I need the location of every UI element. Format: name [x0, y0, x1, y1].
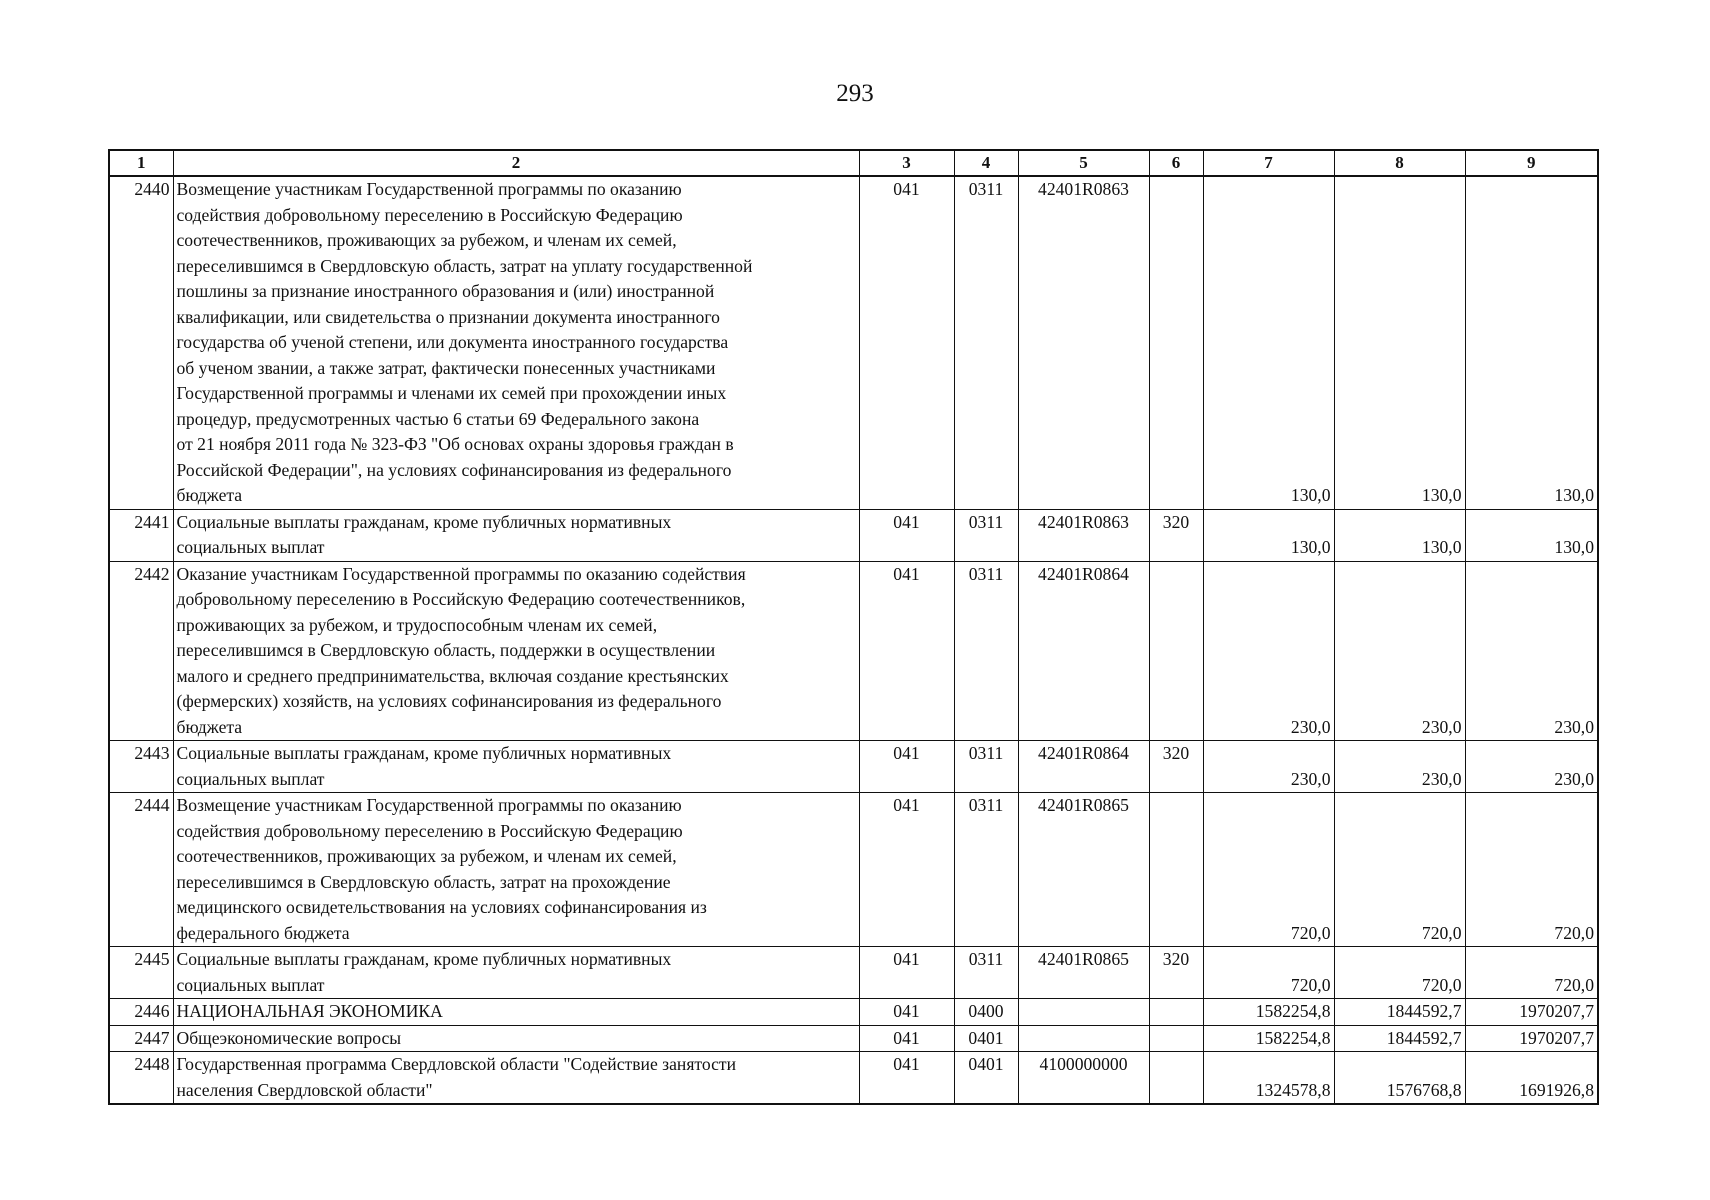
row-number: 2448 — [109, 1052, 173, 1105]
row-amount-7: 230,0 — [1203, 741, 1334, 793]
row-code-5: 42401R0865 — [1018, 793, 1149, 947]
row-code-4: 0401 — [954, 1025, 1018, 1052]
row-code-5: 42401R0863 — [1018, 176, 1149, 509]
row-number: 2446 — [109, 999, 173, 1026]
row-code-3: 041 — [859, 1052, 954, 1105]
row-amount-8: 1844592,7 — [1334, 999, 1465, 1026]
header-col-3: 3 — [859, 150, 954, 176]
row-number: 2443 — [109, 741, 173, 793]
table-row — [109, 741, 1598, 793]
row-code-5: 4100000000 — [1018, 1052, 1149, 1105]
row-amount-9: 720,0 — [1465, 793, 1598, 947]
row-code-6 — [1149, 793, 1203, 947]
row-code-5: 42401R0863 — [1018, 509, 1149, 561]
row-amount-9: 230,0 — [1465, 741, 1598, 793]
header-col-1: 1 — [109, 150, 173, 176]
row-code-3: 041 — [859, 561, 954, 741]
row-name: Социальные выплаты гражданам, кроме публичных нормативных социальных выплат — [173, 741, 859, 793]
row-amount-9: 720,0 — [1465, 947, 1598, 999]
row-number: 2441 — [109, 509, 173, 561]
row-code-6 — [1149, 999, 1203, 1026]
row-code-3: 041 — [859, 741, 954, 793]
row-number: 2442 — [109, 561, 173, 741]
row-amount-7: 1582254,8 — [1203, 1025, 1334, 1052]
row-amount-7: 720,0 — [1203, 947, 1334, 999]
row-amount-8: 720,0 — [1334, 793, 1465, 947]
row-amount-7: 130,0 — [1203, 509, 1334, 561]
row-code-6: 320 — [1149, 947, 1203, 999]
row-code-4: 0311 — [954, 509, 1018, 561]
row-name: Возмещение участникам Государственной программы по оказанию содействия добровольному переселению в Российскую Федерацию соотечественников, проживающих за рубежом, и членам их семей, переселившимся в Свердловскую область, затрат на уплату государственной пошлины за признание иностранного образования и (или) иностранной квалификации, или свидетельства о признании документа иностранного государства об ученой степени, или документа иностранного государства об ученом звании, а также затрат, фактически понесенных участниками Государственной программы и членами их семей при прохождении иных процедур, предусмотренных частью 6 статьи 69 Федерального закона от 21 ноября 2011 года № 323-ФЗ "Об основах охраны здоровья граждан в Российской Федерации", на условиях софинансирования из федерального бюджета — [173, 176, 859, 509]
row-amount-7: 230,0 — [1203, 561, 1334, 741]
header-col-7: 7 — [1203, 150, 1334, 176]
row-name: Оказание участникам Государственной программы по оказанию содействия добровольному переселению в Российскую Федерацию соотечественников, проживающих за рубежом, и трудоспособным членам их семей, переселившимся в Свердловскую область, поддержки в осуществлении малого и среднего предпринимательства, включая создание крестьянских (фермерских) хозяйств, на условиях софинансирования из федерального бюджета — [173, 561, 859, 741]
row-number: 2447 — [109, 1025, 173, 1052]
row-amount-8: 1576768,8 — [1334, 1052, 1465, 1105]
row-number: 2444 — [109, 793, 173, 947]
row-amount-8: 1844592,7 — [1334, 1025, 1465, 1052]
table-row — [109, 176, 1598, 509]
row-code-5: 42401R0864 — [1018, 561, 1149, 741]
row-amount-9: 1691926,8 — [1465, 1052, 1598, 1105]
row-amount-9: 130,0 — [1465, 176, 1598, 509]
row-amount-7: 130,0 — [1203, 176, 1334, 509]
row-code-6 — [1149, 176, 1203, 509]
row-amount-8: 720,0 — [1334, 947, 1465, 999]
row-code-6: 320 — [1149, 509, 1203, 561]
row-code-4: 0401 — [954, 1052, 1018, 1105]
header-col-6: 6 — [1149, 150, 1203, 176]
row-code-3: 041 — [859, 1025, 954, 1052]
row-amount-7: 1582254,8 — [1203, 999, 1334, 1026]
row-code-5 — [1018, 999, 1149, 1026]
table-row — [109, 509, 1598, 561]
page-number: 293 — [836, 80, 874, 107]
table-row — [109, 947, 1598, 999]
table-row — [109, 1052, 1598, 1105]
row-name: НАЦИОНАЛЬНАЯ ЭКОНОМИКА — [173, 999, 859, 1026]
row-code-4: 0311 — [954, 176, 1018, 509]
row-code-3: 041 — [859, 176, 954, 509]
row-code-4: 0311 — [954, 741, 1018, 793]
row-number: 2445 — [109, 947, 173, 999]
row-code-4: 0311 — [954, 561, 1018, 741]
row-number: 2440 — [109, 176, 173, 509]
table-row — [109, 561, 1598, 741]
row-name: Государственная программа Свердловской области "Содействие занятости населения Свердловской области" — [173, 1052, 859, 1105]
table-row — [109, 793, 1598, 947]
row-amount-9: 1970207,7 — [1465, 1025, 1598, 1052]
row-name: Общеэкономические вопросы — [173, 1025, 859, 1052]
row-name: Возмещение участникам Государственной программы по оказанию содействия добровольному переселению в Российскую Федерацию соотечественников, проживающих за рубежом, и членам их семей, переселившимся в Свердловскую область, затрат на прохождение медицинского освидетельствования на условиях софинансирования из федерального бюджета — [173, 793, 859, 947]
row-name: Социальные выплаты гражданам, кроме публичных нормативных социальных выплат — [173, 947, 859, 999]
row-amount-8: 230,0 — [1334, 561, 1465, 741]
row-code-3: 041 — [859, 793, 954, 947]
table-row — [109, 1025, 1598, 1052]
row-amount-7: 1324578,8 — [1203, 1052, 1334, 1105]
header-row — [109, 150, 1598, 176]
row-amount-9: 130,0 — [1465, 509, 1598, 561]
row-amount-9: 1970207,7 — [1465, 999, 1598, 1026]
row-amount-8: 230,0 — [1334, 741, 1465, 793]
row-code-3: 041 — [859, 999, 954, 1026]
row-code-6: 320 — [1149, 741, 1203, 793]
header-col-4: 4 — [954, 150, 1018, 176]
row-code-6 — [1149, 1052, 1203, 1105]
header-col-8: 8 — [1334, 150, 1465, 176]
header-col-9: 9 — [1465, 150, 1598, 176]
row-code-3: 041 — [859, 947, 954, 999]
row-amount-7: 720,0 — [1203, 793, 1334, 947]
row-code-5: 42401R0865 — [1018, 947, 1149, 999]
row-amount-8: 130,0 — [1334, 509, 1465, 561]
row-code-5 — [1018, 1025, 1149, 1052]
row-code-6 — [1149, 561, 1203, 741]
row-name: Социальные выплаты гражданам, кроме публичных нормативных социальных выплат — [173, 509, 859, 561]
row-code-4: 0400 — [954, 999, 1018, 1026]
row-amount-9: 230,0 — [1465, 561, 1598, 741]
row-code-3: 041 — [859, 509, 954, 561]
header-col-2: 2 — [173, 150, 859, 176]
row-amount-8: 130,0 — [1334, 176, 1465, 509]
row-code-6 — [1149, 1025, 1203, 1052]
row-code-4: 0311 — [954, 793, 1018, 947]
row-code-4: 0311 — [954, 947, 1018, 999]
row-code-5: 42401R0864 — [1018, 741, 1149, 793]
header-col-5: 5 — [1018, 150, 1149, 176]
budget-table — [108, 149, 1599, 1105]
table-row — [109, 999, 1598, 1026]
